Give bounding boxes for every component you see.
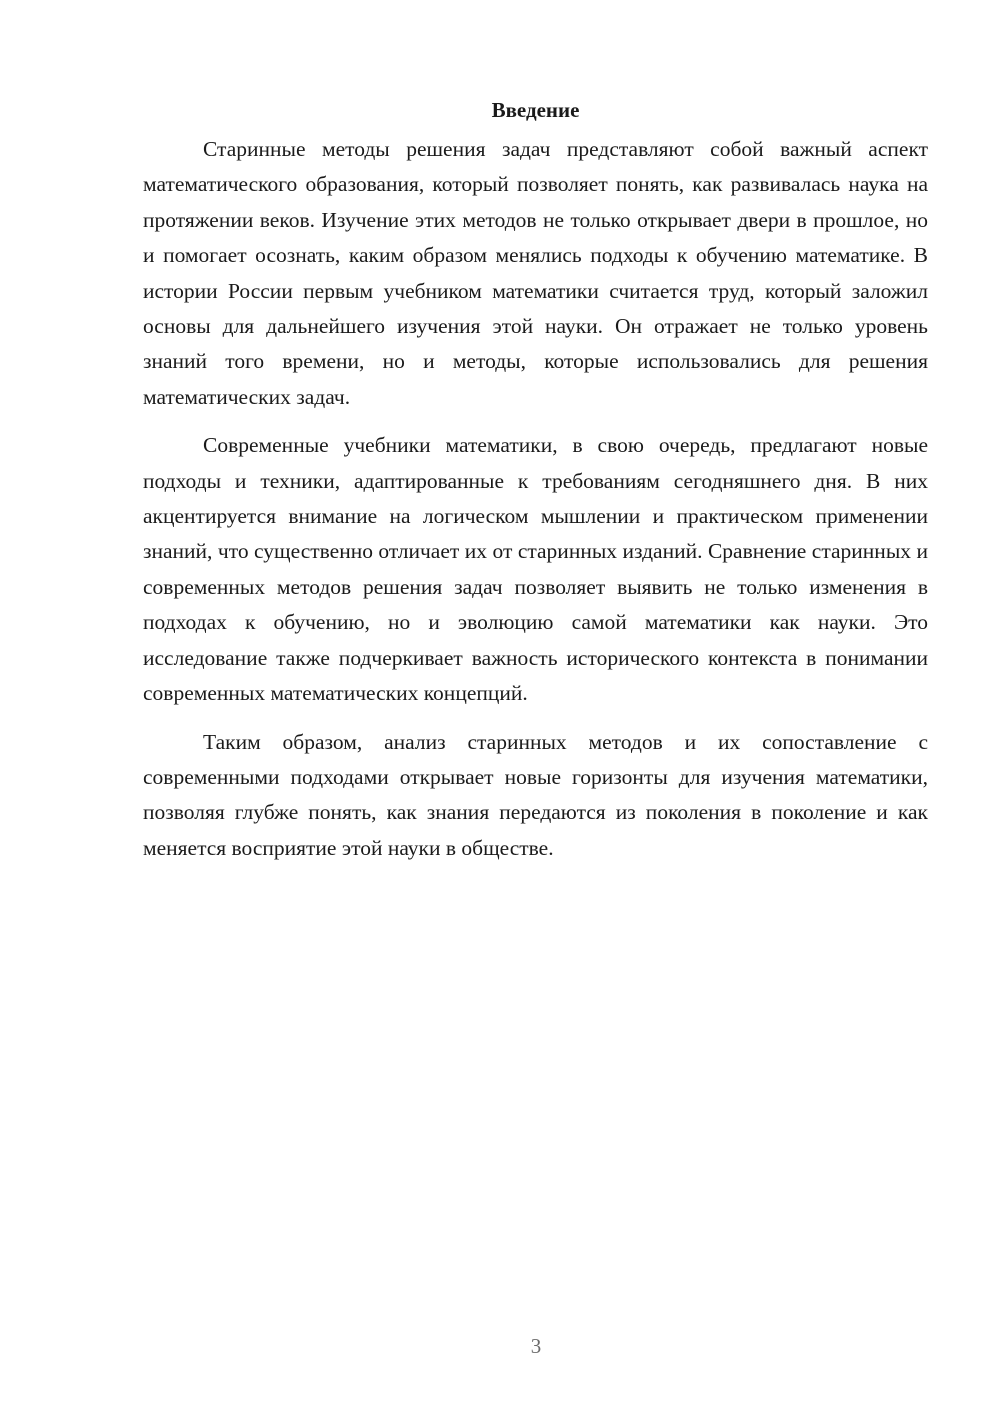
- page-number: 3: [530, 1334, 542, 1358]
- paragraph-1: Старинные методы решения задач представляют собой важный аспект математического образования, который позволяет понять, как развивалась наука на протяжении веков. Изучение этих методов не только открывает двери в прошлое, но и помогает осознать, каким образом менялись подходы к обучению математике. В истории России первым учебником математики считается труд, который заложил основы для дальнейшего изучения этой науки. Он отражает не только уровень знаний того времени, но и методы, которые использовались для решения математических задач.: [143, 137, 928, 409]
- paragraph-3: Таким образом, анализ старинных методов и их сопоставление с современными подходами открывает новые горизонты для изучения математики, позволяя глубже понять, как знания передаются из поколения в поколение и как меняется восприятие этой науки в обществе.: [143, 729, 928, 860]
- page-content: [143, 96, 928, 879]
- section-heading: Введение: [491, 98, 580, 122]
- paragraph-2: Современные учебники математики, в свою очередь, предлагают новые подходы и техники, адаптированные к требованиям сегодняшнего дня. В них акцентируется внимание на логическом мышлении и практическом применении знаний, что существенно отличает их от старинных изданий. Сравнение старинных и современных методов решения задач позволяет выявить не только изменения в подходах к обучению, но и эволюцию самой математики как науки. Это исследование также подчеркивает важность исторического контекста в понимании современных математических концепций.: [143, 433, 928, 706]
